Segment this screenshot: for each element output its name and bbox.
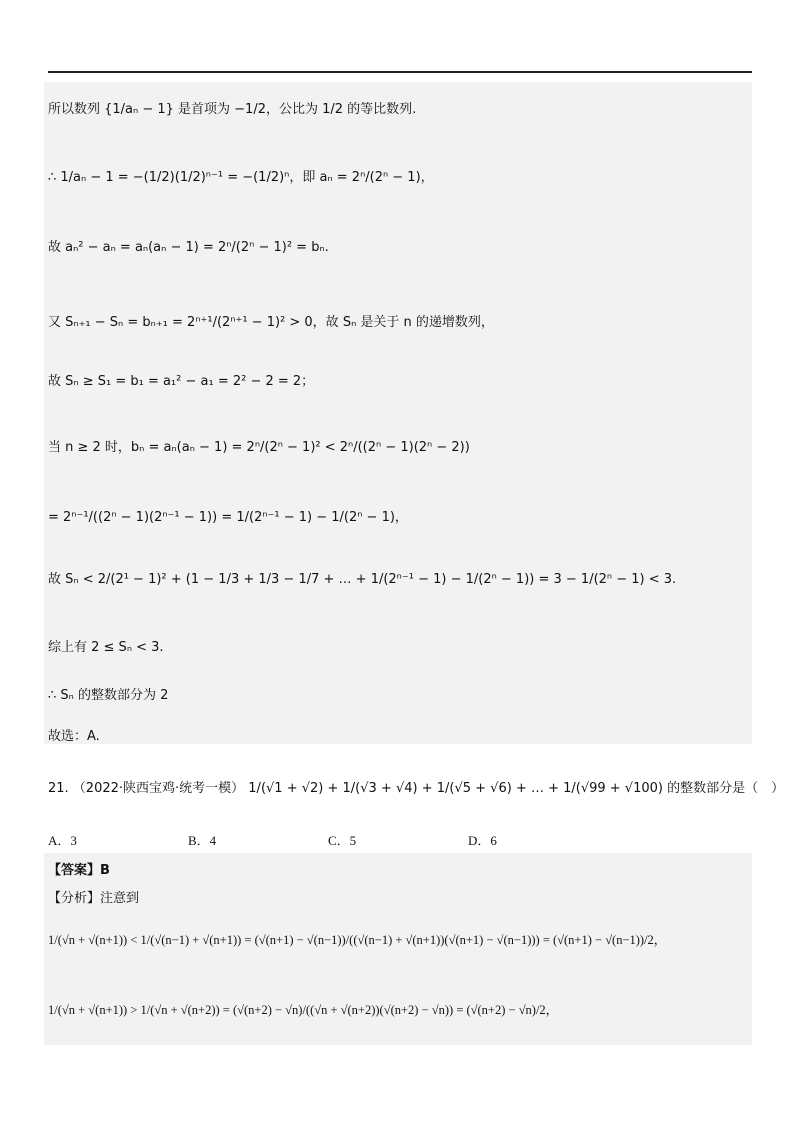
- choice-c: C．5: [328, 833, 357, 848]
- header-rule: [48, 71, 752, 73]
- choice-b: B．4: [188, 833, 217, 848]
- choice-d: D．6: [468, 833, 497, 848]
- answer-label: 【答案】B: [48, 863, 110, 878]
- inequality-2: 1/(√n + √(n+1)) > 1/(√n + √(n+2)) = (√(n+2) − √n)/((√n + √(n+2))(√(n+2) − √n)) = (√(n+2) − √n)/2，: [48, 1003, 559, 1017]
- solution-line-3: 故 aₙ² − aₙ = aₙ(aₙ − 1) = 2ⁿ/(2ⁿ − 1)² = bₙ.: [48, 240, 329, 255]
- solution-line-6: 当 n ≥ 2 时，bₙ = aₙ(aₙ − 1) = 2ⁿ/(2ⁿ − 1)² < 2ⁿ/((2ⁿ − 1)(2ⁿ − 2)): [48, 440, 470, 455]
- solution-line-7: = 2ⁿ⁻¹/((2ⁿ − 1)(2ⁿ⁻¹ − 1)) = 1/(2ⁿ⁻¹ − 1) − 1/(2ⁿ − 1)，: [48, 510, 408, 525]
- solution-line-5: 故 Sₙ ≥ S₁ = b₁ = a₁² − a₁ = 2² − 2 = 2；: [48, 374, 315, 389]
- choice-a: A．3: [48, 833, 77, 848]
- solution-line-1: 所以数列 {1/aₙ − 1} 是首项为 −1/2，公比为 1/2 的等比数列.: [48, 102, 417, 117]
- solution-line-11: 故选：A.: [48, 729, 100, 744]
- solution-line-9: 综上有 2 ≤ Sₙ < 3.: [48, 640, 164, 655]
- question-21: 21. （2022·陕西宝鸡·统考一模） 1/(√1 + √2) + 1/(√3 + √4) + 1/(√5 + √6) + … + 1/(√99 + √100) 的整数部分是（ ）: [48, 781, 785, 796]
- inequality-1: 1/(√n + √(n+1)) < 1/(√(n−1) + √(n+1)) = (√(n+1) − √(n−1))/((√(n−1) + √(n+1))(√(n+1) − √(n−1))) = (√(n+1) − √(n−1))/2，: [48, 933, 667, 947]
- solution-line-8: 故 Sₙ < 2/(2¹ − 1)² + (1 − 1/3 + 1/3 − 1/7 + … + 1/(2ⁿ⁻¹ − 1) − 1/(2ⁿ − 1)) = 3 − 1/(2ⁿ − 1) < 3.: [48, 572, 677, 587]
- solution-line-10: ∴ Sₙ 的整数部分为 2: [48, 688, 169, 703]
- solution-line-4: 又 Sₙ₊₁ − Sₙ = bₙ₊₁ = 2ⁿ⁺¹/(2ⁿ⁺¹ − 1)² > 0，故 Sₙ 是关于 n 的递增数列，: [48, 315, 494, 330]
- solution-line-2: ∴ 1/aₙ − 1 = −(1/2)(1/2)ⁿ⁻¹ = −(1/2)ⁿ，即 aₙ = 2ⁿ/(2ⁿ − 1)，: [48, 170, 434, 185]
- analysis-label: 【分析】注意到: [48, 891, 140, 906]
